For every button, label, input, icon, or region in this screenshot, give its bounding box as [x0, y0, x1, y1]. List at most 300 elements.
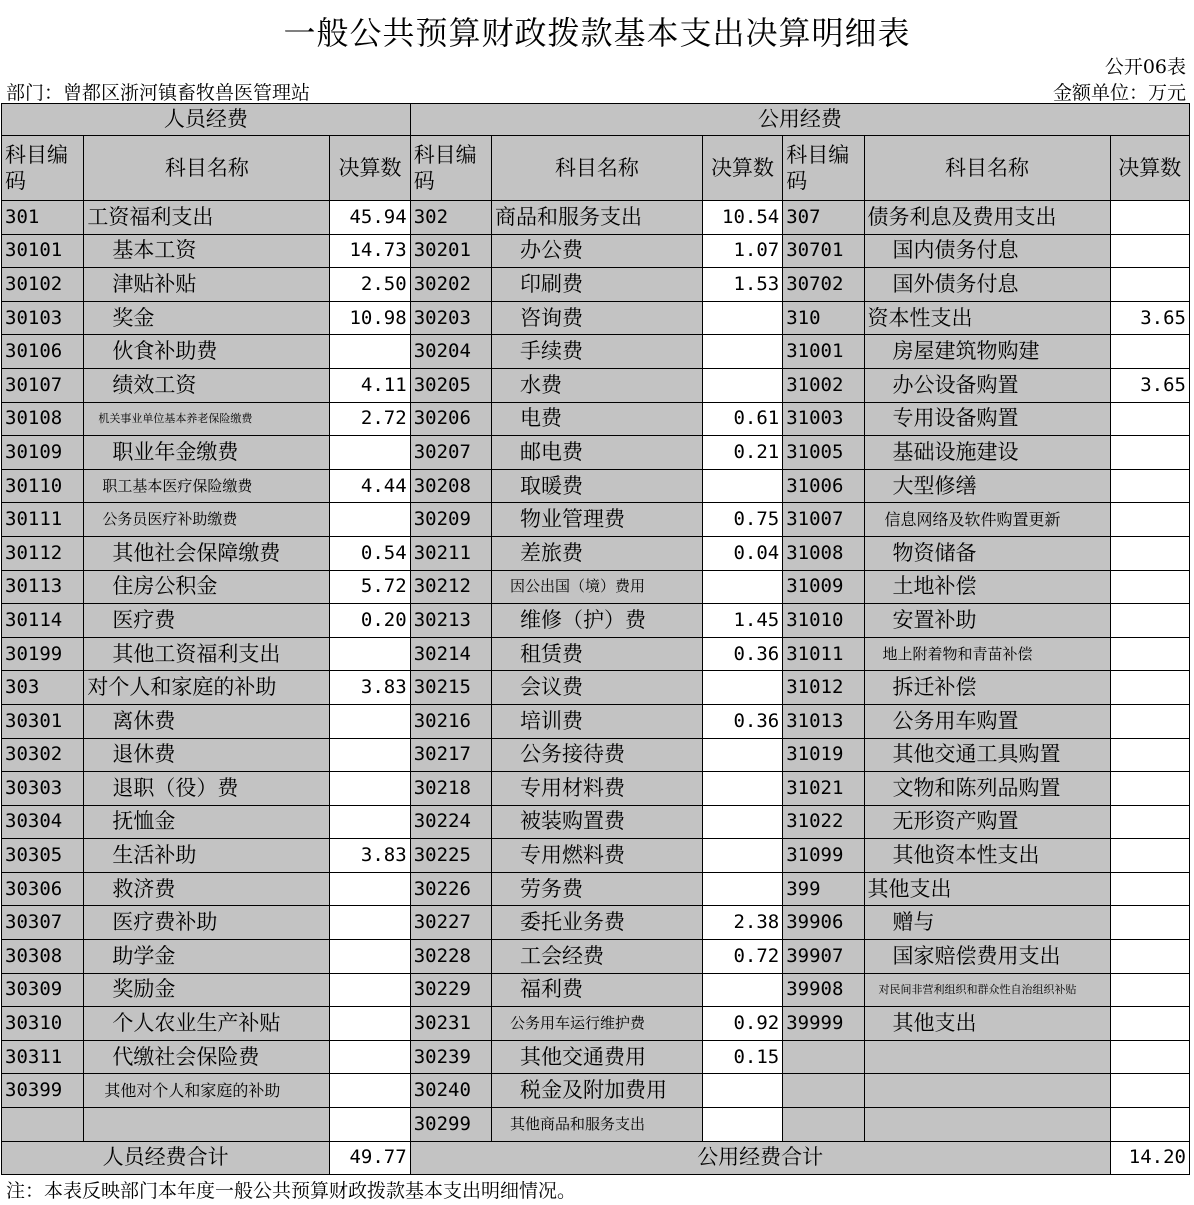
- table-row: [2, 637, 1190, 671]
- table-row: [2, 839, 1190, 873]
- amount-value: [1110, 671, 1189, 705]
- subject-code: 30226: [410, 872, 491, 906]
- amount-value: [330, 637, 410, 671]
- amount-value: 45.94: [330, 201, 410, 235]
- code-header: 科目编码: [2, 136, 84, 201]
- subject-code: 31010: [783, 604, 864, 638]
- subject-name: 赠与: [864, 906, 1110, 940]
- subject-name: 无形资产购置: [864, 805, 1110, 839]
- subject-code: 31099: [783, 839, 864, 873]
- subject-name: 地上附着物和青苗补偿: [864, 637, 1110, 671]
- name-header: 科目名称: [492, 136, 703, 201]
- amount-value: [330, 906, 410, 940]
- subject-name: 委托业务费: [492, 906, 703, 940]
- subject-name: 个人农业生产补贴: [84, 1007, 330, 1041]
- table-row: [2, 704, 1190, 738]
- subject-name: 其他社会保障缴费: [84, 536, 330, 570]
- subject-name: 物资储备: [864, 536, 1110, 570]
- table-row: [2, 940, 1190, 974]
- amount-value: 3.65: [1110, 368, 1189, 402]
- subject-code: 30204: [410, 335, 491, 369]
- subject-name: 维修（护）费: [492, 604, 703, 638]
- subject-name: 基本工资: [84, 234, 330, 268]
- amount-value: 1.53: [702, 268, 782, 302]
- subject-name: 离休费: [84, 704, 330, 738]
- subject-code: 30217: [410, 738, 491, 772]
- amount-value: 0.21: [702, 436, 782, 470]
- subject-code: 310: [783, 301, 864, 335]
- amount-value: 3.83: [330, 839, 410, 873]
- subject-name: 奖金: [84, 301, 330, 335]
- amount-value: [1110, 940, 1189, 974]
- subject-code: 30206: [410, 402, 491, 436]
- subject-name: 大型修缮: [864, 469, 1110, 503]
- subject-name: 救济费: [84, 872, 330, 906]
- subject-code: [783, 1108, 864, 1142]
- subject-code: 30218: [410, 772, 491, 806]
- amount-value: 0.92: [702, 1007, 782, 1041]
- subject-code: 30305: [2, 839, 84, 873]
- subject-code: 30231: [410, 1007, 491, 1041]
- subject-code: 39906: [783, 906, 864, 940]
- amount-value: [702, 671, 782, 705]
- amount-value: [1110, 906, 1189, 940]
- subject-name: 取暖费: [492, 469, 703, 503]
- subject-code: [783, 1040, 864, 1074]
- subject-code: 30214: [410, 637, 491, 671]
- subject-code: 30106: [2, 335, 84, 369]
- subject-name: 文物和陈列品购置: [864, 772, 1110, 806]
- subject-name: 公务接待费: [492, 738, 703, 772]
- amount-value: [1110, 805, 1189, 839]
- amount-value: [330, 738, 410, 772]
- subject-name: 拆迁补偿: [864, 671, 1110, 705]
- amount-value: [330, 772, 410, 806]
- subject-name: 物业管理费: [492, 503, 703, 537]
- subject-name: 邮电费: [492, 436, 703, 470]
- subject-name: 津贴补贴: [84, 268, 330, 302]
- expenditure-table: [1, 103, 1190, 1175]
- subject-code: 30205: [410, 368, 491, 402]
- subject-code: 31001: [783, 335, 864, 369]
- table-row: [2, 335, 1190, 369]
- amount-value: [330, 973, 410, 1007]
- subject-name: 机关事业单位基本养老保险缴费: [84, 402, 330, 436]
- subject-name: 差旅费: [492, 536, 703, 570]
- subject-name: 工会经费: [492, 940, 703, 974]
- subject-code: 30702: [783, 268, 864, 302]
- amount-value: 0.36: [702, 704, 782, 738]
- subject-code: 30108: [2, 402, 84, 436]
- subject-name: 其他资本性支出: [864, 839, 1110, 873]
- subject-code: 39907: [783, 940, 864, 974]
- subject-code: 39999: [783, 1007, 864, 1041]
- personnel-header: 人员经费: [2, 104, 411, 136]
- unit-label: 金额单位：万元: [1052, 82, 1186, 104]
- subject-name: 公务员医疗补助缴费: [84, 503, 330, 537]
- amount-value: [702, 335, 782, 369]
- subject-name: 奖励金: [84, 973, 330, 1007]
- table-row: [2, 570, 1190, 604]
- amount-value: 4.44: [330, 469, 410, 503]
- subject-name: 公务用车购置: [864, 704, 1110, 738]
- subject-name: 职业年金缴费: [84, 436, 330, 470]
- subject-name: 商品和服务支出: [492, 201, 703, 235]
- subject-name: 其他交通工具购置: [864, 738, 1110, 772]
- subject-code: 30107: [2, 368, 84, 402]
- amount-value: 10.54: [702, 201, 782, 235]
- subject-code: 30310: [2, 1007, 84, 1041]
- amount-value: [330, 805, 410, 839]
- amount-value: [702, 1108, 782, 1142]
- table-row: [2, 1074, 1190, 1108]
- subject-code: 30208: [410, 469, 491, 503]
- subject-code: 30112: [2, 536, 84, 570]
- table-row: [2, 604, 1190, 638]
- subject-code: 30399: [2, 1074, 84, 1108]
- subject-name: 其他对个人和家庭的补助: [84, 1074, 330, 1108]
- amount-value: [1110, 839, 1189, 873]
- table-row: [2, 1040, 1190, 1074]
- amount-value: [330, 436, 410, 470]
- public-header: 公用经费: [410, 104, 1189, 136]
- amount-value: [330, 1040, 410, 1074]
- table-row: [2, 536, 1190, 570]
- amount-value: [1110, 637, 1189, 671]
- amount-value: 0.15: [702, 1040, 782, 1074]
- table-row: [2, 368, 1190, 402]
- subject-name: 国外债务付息: [864, 268, 1110, 302]
- amount-value: 2.72: [330, 402, 410, 436]
- table-row: [2, 1108, 1190, 1142]
- amount-value: [1110, 503, 1189, 537]
- subject-name: 其他支出: [864, 1007, 1110, 1041]
- amount-value: 0.36: [702, 637, 782, 671]
- amount-value: 3.83: [330, 671, 410, 705]
- subject-code: 31013: [783, 704, 864, 738]
- subject-code: 30202: [410, 268, 491, 302]
- subject-code: 30199: [2, 637, 84, 671]
- amount-value: [702, 973, 782, 1007]
- amount-value: [330, 1007, 410, 1041]
- table-row: [2, 772, 1190, 806]
- subject-name: 代缴社会保险费: [84, 1040, 330, 1074]
- amount-value: [1110, 268, 1189, 302]
- subject-code: 31019: [783, 738, 864, 772]
- subject-code: 307: [783, 201, 864, 235]
- subject-code: 30114: [2, 604, 84, 638]
- subject-name: 退职（役）费: [84, 772, 330, 806]
- table-row: [2, 402, 1190, 436]
- subject-code: 31005: [783, 436, 864, 470]
- subject-code: 303: [2, 671, 84, 705]
- amount-value: [1110, 973, 1189, 1007]
- code-header: 科目编码: [410, 136, 491, 201]
- subject-name: 医疗费: [84, 604, 330, 638]
- table-row: [2, 436, 1190, 470]
- amount-value: [702, 772, 782, 806]
- amount-value: [702, 839, 782, 873]
- subject-name: 咨询费: [492, 301, 703, 335]
- subject-code: 30309: [2, 973, 84, 1007]
- subject-code: 31003: [783, 402, 864, 436]
- subject-name: 税金及附加费用: [492, 1074, 703, 1108]
- amount-value: [702, 469, 782, 503]
- table-row: [2, 1007, 1190, 1041]
- public-total-label: 公用经费合计: [410, 1141, 1110, 1175]
- subject-name: 债务利息及费用支出: [864, 201, 1110, 235]
- amount-value: [1110, 469, 1189, 503]
- subject-name: 因公出国（境）费用: [492, 570, 703, 604]
- amount-value: [1110, 604, 1189, 638]
- amount-value: [702, 368, 782, 402]
- amount-value: [1110, 772, 1189, 806]
- table-row: [2, 268, 1190, 302]
- subject-code: [2, 1108, 84, 1142]
- subject-code: 30303: [2, 772, 84, 806]
- amount-value: 10.98: [330, 301, 410, 335]
- subject-code: 30240: [410, 1074, 491, 1108]
- subject-name: 退休费: [84, 738, 330, 772]
- subject-name: 对民间非营利组织和群众性自治组织补贴: [864, 973, 1110, 1007]
- amount-value: 2.38: [702, 906, 782, 940]
- subject-name: 被装购置费: [492, 805, 703, 839]
- table-row: [2, 301, 1190, 335]
- subject-code: 31012: [783, 671, 864, 705]
- subject-code: 301: [2, 201, 84, 235]
- subject-name: 国家赔偿费用支出: [864, 940, 1110, 974]
- subject-name: 公务用车运行维护费: [492, 1007, 703, 1041]
- subject-code: 30203: [410, 301, 491, 335]
- amount-value: [1110, 704, 1189, 738]
- amount-value: 0.72: [702, 940, 782, 974]
- subject-name: 职工基本医疗保险缴费: [84, 469, 330, 503]
- amount-value: [330, 704, 410, 738]
- subject-code: 30102: [2, 268, 84, 302]
- subject-code: 31006: [783, 469, 864, 503]
- subject-name: 工资福利支出: [84, 201, 330, 235]
- subject-code: 30215: [410, 671, 491, 705]
- amount-value: 0.54: [330, 536, 410, 570]
- subject-name: 福利费: [492, 973, 703, 1007]
- footnote: 注：本表反映部门本年度一般公共预算财政拨款基本支出明细情况。: [6, 1180, 577, 1202]
- subject-code: 30111: [2, 503, 84, 537]
- amount-value: [702, 738, 782, 772]
- amount-value: [702, 301, 782, 335]
- page-title: 一般公共预算财政拨款基本支出决算明细表: [283, 14, 911, 52]
- amount-value: 2.50: [330, 268, 410, 302]
- subject-name: 印刷费: [492, 268, 703, 302]
- subject-code: 30109: [2, 436, 84, 470]
- table-row: [2, 872, 1190, 906]
- subject-name: [84, 1108, 330, 1142]
- subject-code: 31007: [783, 503, 864, 537]
- amount-value: [330, 872, 410, 906]
- table-row: [2, 671, 1190, 705]
- subject-code: [783, 1074, 864, 1108]
- amount-value: [330, 1074, 410, 1108]
- subject-name: [864, 1108, 1110, 1142]
- amount-value: [702, 1074, 782, 1108]
- subject-name: 专用材料费: [492, 772, 703, 806]
- amount-value: [1110, 335, 1189, 369]
- subject-name: 租赁费: [492, 637, 703, 671]
- subject-name: 医疗费补助: [84, 906, 330, 940]
- amount-value: [1110, 536, 1189, 570]
- subject-name: 其他商品和服务支出: [492, 1108, 703, 1142]
- subject-name: 其他支出: [864, 872, 1110, 906]
- subject-code: 302: [410, 201, 491, 235]
- subject-name: 伙食补助费: [84, 335, 330, 369]
- subject-name: [864, 1040, 1110, 1074]
- amount-value: [1110, 1040, 1189, 1074]
- subject-name: 资本性支出: [864, 301, 1110, 335]
- amount-value: [1110, 201, 1189, 235]
- subject-code: 30113: [2, 570, 84, 604]
- code-header: 科目编码: [783, 136, 864, 201]
- amount-value: 3.65: [1110, 301, 1189, 335]
- subject-code: 399: [783, 872, 864, 906]
- subject-name: 绩效工资: [84, 368, 330, 402]
- subject-name: 其他交通费用: [492, 1040, 703, 1074]
- subject-code: 31022: [783, 805, 864, 839]
- subject-code: 30103: [2, 301, 84, 335]
- subject-name: 房屋建筑物购建: [864, 335, 1110, 369]
- subject-code: 30701: [783, 234, 864, 268]
- amount-value: [702, 570, 782, 604]
- subject-name: 劳务费: [492, 872, 703, 906]
- subject-code: 31021: [783, 772, 864, 806]
- table-row: [2, 973, 1190, 1007]
- amount-value: 1.45: [702, 604, 782, 638]
- subject-name: 办公费: [492, 234, 703, 268]
- subject-code: 30302: [2, 738, 84, 772]
- subject-name: 对个人和家庭的补助: [84, 671, 330, 705]
- table-row: [2, 906, 1190, 940]
- subject-code: 30239: [410, 1040, 491, 1074]
- subject-name: [864, 1074, 1110, 1108]
- subject-code: 31002: [783, 368, 864, 402]
- personnel-total-label: 人员经费合计: [2, 1141, 330, 1175]
- personnel-total-value: 49.77: [330, 1141, 410, 1175]
- amount-value: [1110, 402, 1189, 436]
- amount-value: [1110, 1108, 1189, 1142]
- subject-name: 水费: [492, 368, 703, 402]
- subject-code: 30227: [410, 906, 491, 940]
- subject-name: 基础设施建设: [864, 436, 1110, 470]
- amount-value: [702, 872, 782, 906]
- subject-name: 专用设备购置: [864, 402, 1110, 436]
- subject-name: 培训费: [492, 704, 703, 738]
- subject-name: 办公设备购置: [864, 368, 1110, 402]
- subject-code: 30228: [410, 940, 491, 974]
- amount-value: [702, 805, 782, 839]
- subject-code: 30201: [410, 234, 491, 268]
- amount-value: 0.61: [702, 402, 782, 436]
- amount-value: [330, 1108, 410, 1142]
- subject-code: 30110: [2, 469, 84, 503]
- subject-code: 39908: [783, 973, 864, 1007]
- amount-value: [1110, 738, 1189, 772]
- subject-code: 30207: [410, 436, 491, 470]
- subject-code: 30311: [2, 1040, 84, 1074]
- subject-code: 30307: [2, 906, 84, 940]
- subject-name: 安置补助: [864, 604, 1110, 638]
- table-row: [2, 805, 1190, 839]
- table-row: [2, 234, 1190, 268]
- subject-name: 国内债务付息: [864, 234, 1110, 268]
- subject-name: 会议费: [492, 671, 703, 705]
- amount-value: 4.11: [330, 368, 410, 402]
- amount-header: 决算数: [330, 136, 410, 201]
- subject-code: 30224: [410, 805, 491, 839]
- subject-code: 30212: [410, 570, 491, 604]
- amount-header: 决算数: [702, 136, 782, 201]
- public-total-value: 14.20: [1110, 1141, 1189, 1175]
- subject-code: 30211: [410, 536, 491, 570]
- subject-name: 专用燃料费: [492, 839, 703, 873]
- subject-code: 30213: [410, 604, 491, 638]
- subject-name: 土地补偿: [864, 570, 1110, 604]
- subject-code: 30229: [410, 973, 491, 1007]
- subject-code: 30304: [2, 805, 84, 839]
- subject-code: 30301: [2, 704, 84, 738]
- subject-code: 30306: [2, 872, 84, 906]
- amount-value: [1110, 1074, 1189, 1108]
- amount-value: [1110, 234, 1189, 268]
- subject-name: 信息网络及软件购置更新: [864, 503, 1110, 537]
- name-header: 科目名称: [84, 136, 330, 201]
- amount-value: 5.72: [330, 570, 410, 604]
- amount-value: [1110, 1007, 1189, 1041]
- subject-code: 31009: [783, 570, 864, 604]
- subject-name: 生活补助: [84, 839, 330, 873]
- subject-name: 其他工资福利支出: [84, 637, 330, 671]
- table-row: [2, 738, 1190, 772]
- amount-value: 14.73: [330, 234, 410, 268]
- subject-name: 抚恤金: [84, 805, 330, 839]
- table-tag: 公开06表: [1104, 56, 1186, 78]
- amount-value: 1.07: [702, 234, 782, 268]
- subject-code: 30101: [2, 234, 84, 268]
- amount-value: 0.04: [702, 536, 782, 570]
- amount-value: 0.75: [702, 503, 782, 537]
- table-row: [2, 469, 1190, 503]
- name-header: 科目名称: [864, 136, 1110, 201]
- amount-value: [1110, 436, 1189, 470]
- subject-name: 电费: [492, 402, 703, 436]
- amount-value: 0.20: [330, 604, 410, 638]
- subject-code: 31008: [783, 536, 864, 570]
- subject-code: 30299: [410, 1108, 491, 1142]
- table-row: [2, 201, 1190, 235]
- amount-value: [1110, 872, 1189, 906]
- department-label: 部门：曾都区浙河镇畜牧兽医管理站: [6, 82, 311, 104]
- amount-value: [330, 335, 410, 369]
- amount-value: [330, 940, 410, 974]
- amount-value: [1110, 570, 1189, 604]
- subject-name: 住房公积金: [84, 570, 330, 604]
- subject-name: 助学金: [84, 940, 330, 974]
- subject-code: 31011: [783, 637, 864, 671]
- amount-value: [330, 503, 410, 537]
- subject-code: 30308: [2, 940, 84, 974]
- subject-code: 30225: [410, 839, 491, 873]
- table-row: [2, 503, 1190, 537]
- subject-name: 手续费: [492, 335, 703, 369]
- amount-header: 决算数: [1110, 136, 1189, 201]
- subject-code: 30209: [410, 503, 491, 537]
